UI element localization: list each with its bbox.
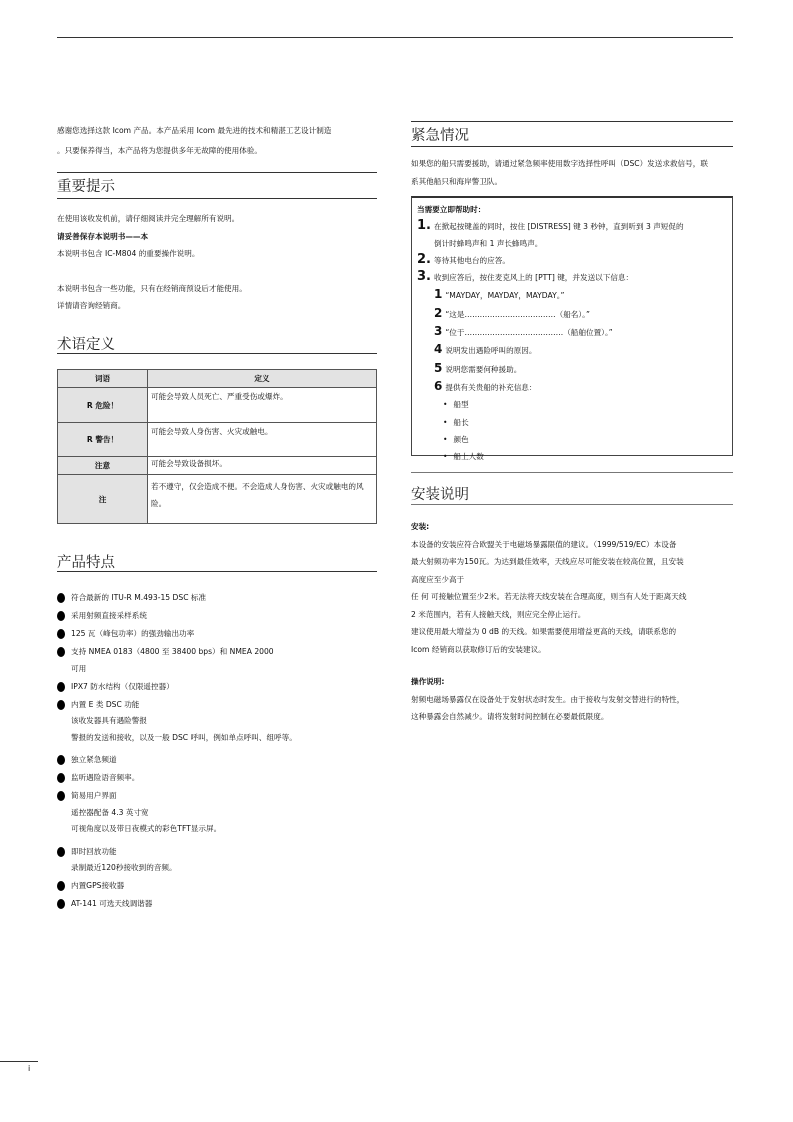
term: R 警告！ [58, 423, 148, 457]
bullet-icon [57, 629, 65, 639]
feature-text: 监听遇险语音频率。 [71, 773, 140, 782]
divider [57, 198, 377, 199]
bullet-icon: • [443, 417, 448, 427]
substep-text: “位于…………………………………（船舶位置）。” [445, 328, 613, 338]
substep-text: 提供有关贵船的补充信息： [445, 382, 537, 392]
table-header [58, 370, 377, 388]
feature-item [57, 697, 377, 747]
step-line [417, 269, 727, 286]
step-number: 3. [417, 269, 431, 285]
term: 注 [58, 475, 148, 524]
substep-number: 1 [434, 287, 443, 302]
feature-text: 警报的发送和接收，以及一般 DSC 呼叫，例如单点呼叫、组呼等。 [71, 732, 297, 742]
emergency-intro [411, 155, 708, 190]
feature-item [57, 590, 377, 607]
feature-text: AT-141 可选天线调谐器 [71, 899, 153, 908]
subheading: 操作说明: [411, 677, 445, 686]
text-line: 系其他船只和海岸警卫队。 [411, 176, 503, 186]
substep-number: 2 [434, 305, 443, 320]
substep-number: 3 [434, 324, 443, 339]
text-line: 本设备的安装应符合欧盟关于电磁场暴露限值的建议。（1999/519/EC）本设备 [411, 539, 677, 549]
info-item [417, 414, 727, 431]
bullet-icon [57, 899, 65, 909]
text-line: 任 何 可接触位置至少2米。若无法将天线安装在合理高度，则当有人处于距离天线 [411, 592, 687, 601]
install-text [411, 518, 686, 726]
feature-text: 独立紧急频道 [71, 755, 117, 764]
footer-rule [0, 1061, 38, 1062]
substep-number: 6 [434, 378, 443, 393]
feature-text: 遥控器配备 4.3 英寸宽 [71, 807, 149, 817]
step-line [417, 218, 727, 235]
divider [57, 571, 377, 572]
feature-item [57, 608, 377, 625]
substep [417, 341, 727, 359]
intro-line: 。只要保养得当，本产品将为您提供多年无故障的使用体验。 [57, 145, 263, 155]
intro-line: 感谢您选择这款 Icom 产品。本产品采用 Icom 最先进的技术和精湛工艺设计制造 [57, 126, 332, 135]
table-row [58, 475, 377, 524]
bullet-icon [57, 773, 65, 783]
feature-item [57, 844, 377, 877]
section-title-install: 安装说明 [411, 487, 469, 503]
feature-item [57, 788, 377, 838]
term: R 危险！ [58, 388, 148, 423]
definition: 可能会导致人员死亡、严重受伤或爆炸。 [148, 388, 377, 423]
info-text: 颜色 [453, 434, 469, 444]
substep-number: 5 [434, 360, 443, 375]
substep [417, 286, 727, 304]
text-line: 射频电磁场暴露仅在设备处于发射状态时发生。由于接收与发射交替进行的特性， [411, 694, 685, 704]
feature-text: 125 瓦（峰包功率）的强劲输出功率 [71, 629, 195, 638]
definition: 可能会导致设备损坏。 [148, 457, 377, 475]
text-line: Icom 经销商以获取修订后的安装建议。 [411, 644, 546, 654]
divider [411, 472, 733, 473]
substep-text: “这是………………………………（船名）。” [445, 309, 590, 319]
bullet-icon [57, 791, 65, 801]
step-text: 在掀起按键盖的同时，按住 [DISTRESS] 键 3 秒钟，直到听到 3 声短促的 [434, 222, 684, 232]
feature-item [57, 679, 377, 696]
feature-list [57, 590, 377, 914]
steps [417, 218, 727, 465]
text-line: 最大射频功率为150瓦。为达到最佳效率，天线应尽可能安装在较高位置，且安装 [411, 557, 684, 566]
substep [417, 323, 727, 341]
bullet-icon: • [443, 434, 448, 444]
text-line: 详情请咨询经销商。 [57, 301, 126, 310]
definition: 若不遵守，仅会造成不便。不会造成人身伤害、火灾或触电的风险。 [148, 475, 377, 524]
bullet-icon [57, 682, 65, 692]
table-row [58, 388, 377, 423]
feature-text: 内置 E 类 DSC 功能 [71, 699, 140, 709]
header-definition: 定义 [148, 370, 377, 388]
step-line [417, 236, 727, 252]
important-notes [57, 210, 247, 315]
step-text: 等待其他电台的应答。 [434, 255, 510, 265]
text-line: 本说明书包含 IC-M804 的重要操作说明。 [57, 249, 200, 258]
feature-text: 可用 [71, 663, 87, 673]
divider [411, 121, 733, 122]
text-line: 建议使用最大增益为 0 dB 的天线。如果需要使用增益更高的天线，请联系您的 [411, 627, 677, 636]
info-text: 船型 [453, 400, 469, 410]
feature-text: 该收发器具有遇险警报 [71, 716, 147, 725]
bullet-icon [57, 593, 65, 603]
section-title-emergency: 紧急情况 [411, 128, 469, 144]
text-line: 本说明书包含一些功能，只有在经销商预设后才能使用。 [57, 283, 247, 293]
section-title-important: 重要提示 [57, 179, 115, 195]
text-line: 这种暴露会自然减少。请将发射时间控制在必要最低限度。 [411, 712, 609, 721]
bullet-icon: • [443, 452, 448, 462]
table-row [58, 457, 377, 475]
substep [417, 305, 727, 323]
feature-text: 可视角度以及带日夜模式的彩色TFT显示屏。 [71, 824, 222, 833]
info-item [417, 448, 727, 465]
feature-text: 采用射频直接采样系统 [71, 611, 147, 620]
feature-text: 内置GPS接收器 [71, 881, 125, 890]
step-number: 2. [417, 251, 431, 267]
feature-item [57, 770, 377, 787]
substep [417, 360, 727, 378]
table-row [58, 423, 377, 457]
feature-text: 即时回放功能 [71, 846, 117, 856]
bullet-icon: • [443, 400, 448, 410]
feature-item [57, 626, 377, 643]
feature-text: 符合最新的 ITU-R M.493-15 DSC 标准 [71, 593, 207, 602]
divider [411, 504, 733, 505]
feature-item [57, 896, 377, 913]
substep-text: 说明发出遇险呼叫的原因。 [445, 346, 537, 356]
box-title: 当需要立即帮助时： [417, 205, 486, 214]
feature-item [57, 752, 377, 769]
intro [57, 122, 382, 159]
text-line: 如果您的船只需要援助，请通过紧急频率使用数字选择性呼叫（DSC）发送求救信号，联 [411, 159, 708, 168]
step-text: 倒计时蜂鸣声和 1 声长蜂鸣声。 [434, 238, 543, 248]
text-line: 高度应至少高于 [411, 574, 465, 584]
substep [417, 378, 727, 396]
text-line: 在使用该收发机前，请仔细阅读并完全理解所有说明。 [57, 214, 240, 223]
step-number: 1. [417, 218, 431, 234]
divider [57, 353, 377, 354]
substep-number: 4 [434, 342, 443, 357]
bullet-icon [57, 647, 65, 657]
info-item [417, 431, 727, 448]
bullet-icon [57, 755, 65, 765]
divider [411, 146, 733, 147]
feature-text: 录制最近120秒接收到的音频。 [71, 863, 177, 872]
info-text: 船上人数 [453, 452, 484, 462]
text-line: 请妥善保存本说明书——本 [57, 231, 149, 241]
bullet-icon [57, 881, 65, 891]
feature-item [57, 644, 377, 677]
divider [57, 172, 377, 173]
section-title-features: 产品特点 [57, 555, 115, 571]
feature-text: 简易用户界面 [71, 791, 117, 800]
feature-text: IPX7 防水结构（仅限遥控器） [71, 681, 174, 691]
section-title-terms: 术语定义 [57, 337, 115, 353]
emergency-procedure-box [411, 196, 733, 462]
step-text: 收到应答后，按住麦克风上的 [PTT] 键，并发送以下信息： [434, 273, 634, 283]
top-rule [57, 37, 733, 38]
substep-text: “MAYDAY，MAYDAY，MAYDAY。” [445, 291, 565, 301]
info-text: 船长 [453, 417, 469, 427]
feature-text: 支持 NMEA 0183（4800 至 38400 bps）和 NMEA 2000 [71, 647, 274, 656]
info-item [417, 396, 727, 413]
page-number: i [28, 1064, 31, 1073]
step-line [417, 252, 727, 269]
definition: 可能会导致人身伤害、火灾或触电。 [148, 423, 377, 457]
text-line: 2 米范围内，若有人接触天线，则应完全停止运行。 [411, 609, 586, 619]
term: 注意 [58, 457, 148, 475]
bullet-icon [57, 700, 65, 710]
bullet-icon [57, 611, 65, 621]
bullet-icon [57, 847, 65, 857]
header-term: 词语 [58, 370, 148, 388]
subheading: 安装: [411, 522, 430, 531]
terms-table [57, 369, 377, 524]
substep-text: 说明您需要何种援助。 [445, 364, 522, 374]
feature-item [57, 878, 377, 895]
